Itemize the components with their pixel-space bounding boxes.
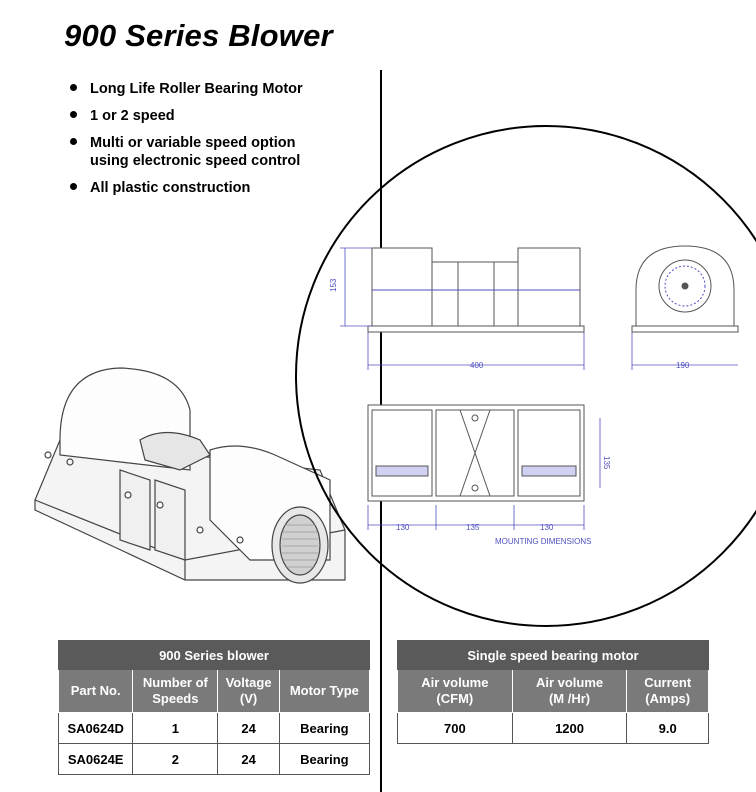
column-header: Number of Speeds [133, 670, 218, 713]
table-cell: 9.0 [627, 713, 709, 744]
table-cell: 24 [218, 713, 279, 744]
dim-mount-3-label: 130 [540, 523, 554, 532]
table-caption: 900 Series blower [59, 641, 370, 670]
table-cell: 1200 [512, 713, 627, 744]
blower-spec-table [58, 640, 370, 775]
plan-view [368, 405, 584, 501]
table-cell: Bearing [279, 713, 369, 744]
dim-height-label: 153 [329, 278, 338, 292]
page-title: 900 Series Blower [64, 18, 333, 53]
table-cell: 2 [133, 744, 218, 775]
feature-text: Long Life Roller Bearing Motor [90, 81, 303, 97]
table-cell: Bearing [279, 744, 369, 775]
column-header: Current (Amps) [627, 670, 709, 713]
dim-length-label: 400 [470, 361, 484, 370]
blower-product-image [35, 368, 345, 583]
side-view [368, 248, 584, 332]
column-header: Air volume (M /Hr) [512, 670, 627, 713]
column-header: Voltage (V) [218, 670, 279, 713]
table-row [59, 744, 370, 775]
table-cell: 1 [133, 713, 218, 744]
table-cell: SA0624E [59, 744, 133, 775]
table-cell: 700 [398, 713, 513, 744]
end-view [632, 246, 738, 332]
dim-mount-depth-label: 135 [602, 456, 611, 470]
table-row [59, 713, 370, 744]
mounting-dimensions-label: MOUNTING DIMENSIONS [495, 537, 592, 546]
table-cell: 24 [218, 744, 279, 775]
feature-text: All plastic construction [90, 180, 251, 196]
table-cell: SA0624D [59, 713, 133, 744]
column-header: Air volume (CFM) [398, 670, 513, 713]
detail-circle [296, 126, 756, 626]
feature-text: Multi or variable speed option using electronic speed control [90, 135, 301, 169]
feature-text: 1 or 2 speed [90, 108, 175, 124]
motor-spec-table [397, 640, 709, 744]
dim-mount-1-label: 130 [396, 523, 410, 532]
dim-mount-2-label: 135 [466, 523, 480, 532]
column-header: Part No. [59, 670, 133, 713]
table-caption: Single speed bearing motor [398, 641, 709, 670]
table-row [398, 713, 709, 744]
column-header: Motor Type [279, 670, 369, 713]
dim-width-label: 190 [676, 361, 690, 370]
